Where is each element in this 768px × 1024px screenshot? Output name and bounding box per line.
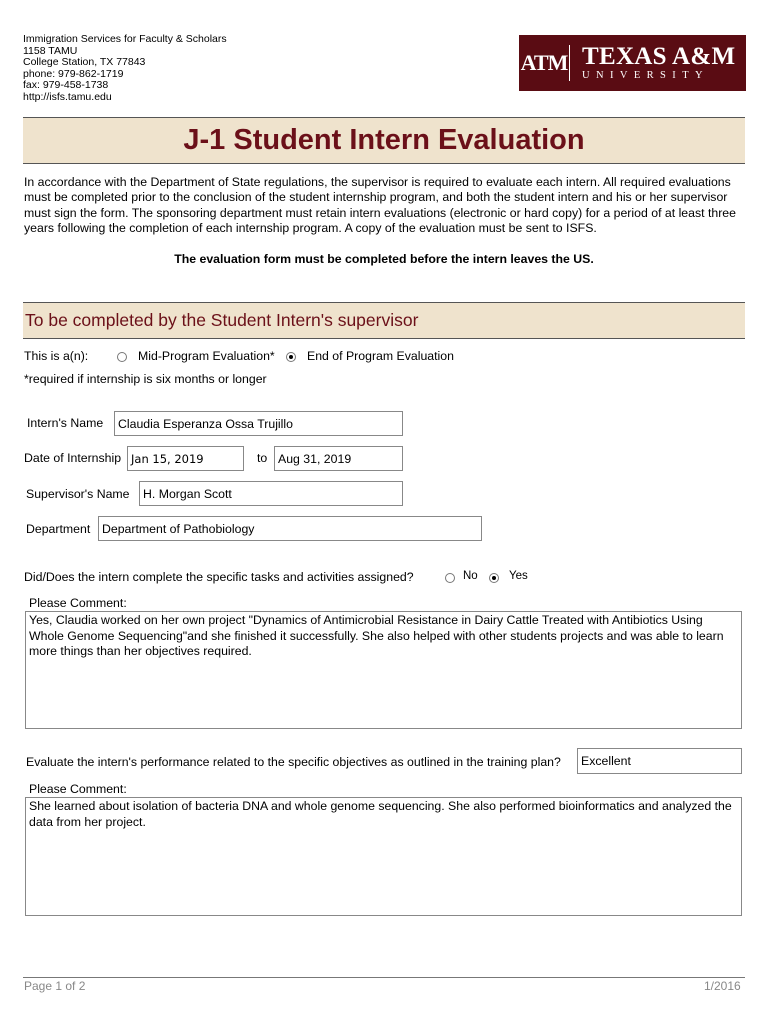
date-of-internship-label: Date of Internship <box>24 451 122 465</box>
deadline-note: The evaluation form must be completed before the intern leaves the US. <box>174 252 594 266</box>
date-from-field[interactable]: Jan 15, 2019 <box>127 446 244 471</box>
tasks-comment-box[interactable]: Yes, Claudia worked on her own project "Dynamics of Antimicrobial Resistance in Dairy Cattle Treated with Antibiotics Using Whole Genome Sequencing"and she finished it successfully. She also helped with other students projects and was able to learn more things than her objectives required. <box>25 611 742 729</box>
logo-line-2: UNIVERSITY <box>582 70 709 81</box>
performance-comment-label: Please Comment: <box>29 782 127 796</box>
address-line: College Station, TX 77843 <box>23 56 146 69</box>
tasks-yes-label: Yes <box>509 570 528 582</box>
footer-divider <box>23 977 745 978</box>
performance-rating-field[interactable]: Excellent <box>577 748 742 774</box>
tasks-yes-radio[interactable] <box>489 573 499 583</box>
tamu-logo <box>519 35 746 91</box>
page-title: J-1 Student Intern Evaluation <box>183 124 585 156</box>
address-line: 1158 TAMU <box>23 44 78 57</box>
logo-wordmark <box>582 44 735 82</box>
form-version: 1/2016 <box>704 979 741 993</box>
department-field[interactable]: Department of Pathobiology <box>98 516 482 541</box>
supervisor-name-label: Supervisor's Name <box>26 487 130 501</box>
end-program-label: End of Program Evaluation <box>307 349 454 363</box>
tasks-no-label: No <box>463 570 478 582</box>
atm-monogram-icon: ATM <box>520 50 568 75</box>
section-title: To be completed by the Student Intern's supervisor <box>25 310 419 330</box>
isfs-address-block <box>23 34 227 104</box>
intern-name-label: Intern's Name <box>27 416 104 430</box>
address-line: phone: 979-862-1719 <box>23 67 124 80</box>
date-to-field[interactable]: Aug 31, 2019 <box>274 446 403 471</box>
performance-comment-box[interactable]: She learned about isolation of bacteria DNA and whole genome sequencing. She also performed bioinformatics and analyzed the data from her project. <box>25 797 742 916</box>
tasks-question: Did/Does the intern complete the specific tasks and activities assigned? <box>24 570 414 584</box>
end-program-radio[interactable] <box>286 352 296 362</box>
mid-program-radio[interactable] <box>117 352 127 362</box>
page-number: Page 1 of 2 <box>24 979 86 993</box>
mid-program-label: Mid-Program Evaluation* <box>138 349 275 363</box>
evaluation-footnote: *required if internship is six months or longer <box>24 372 267 386</box>
department-label: Department <box>26 522 91 536</box>
title-bar <box>23 117 745 164</box>
intern-name-field[interactable]: Claudia Esperanza Ossa Trujillo <box>114 411 403 436</box>
website-link[interactable]: http://isfs.tamu.edu <box>23 90 112 103</box>
address-line: fax: 979-458-1738 <box>23 79 109 92</box>
tasks-comment-label: Please Comment: <box>29 596 127 610</box>
evaluation-type-label: This is a(n): <box>24 349 89 363</box>
logo-line-1: TEXAS A&M <box>582 43 736 70</box>
performance-question: Evaluate the intern's performance related to the specific objectives as outlined in the training plan? <box>26 755 561 769</box>
section-header <box>23 302 745 339</box>
tasks-no-radio[interactable] <box>445 573 455 583</box>
intro-paragraph: In accordance with the Department of State regulations, the supervisor is required to evaluate each intern. All required evaluations must be completed prior to the conclusion of the student internship program, and both the student intern and his or her supervisor must sign the form. The sponsoring department must retain intern evaluations (electronic or hard copy) for a period of at least three years following the completion of each internship program. A copy of the evaluation must be sent to ISFS. <box>24 175 736 236</box>
date-to-label: to <box>257 451 268 465</box>
address-line: Immigration Services for Faculty & Scholars <box>23 33 227 45</box>
logo-divider <box>569 45 570 81</box>
supervisor-name-field[interactable]: H. Morgan Scott <box>139 481 403 506</box>
